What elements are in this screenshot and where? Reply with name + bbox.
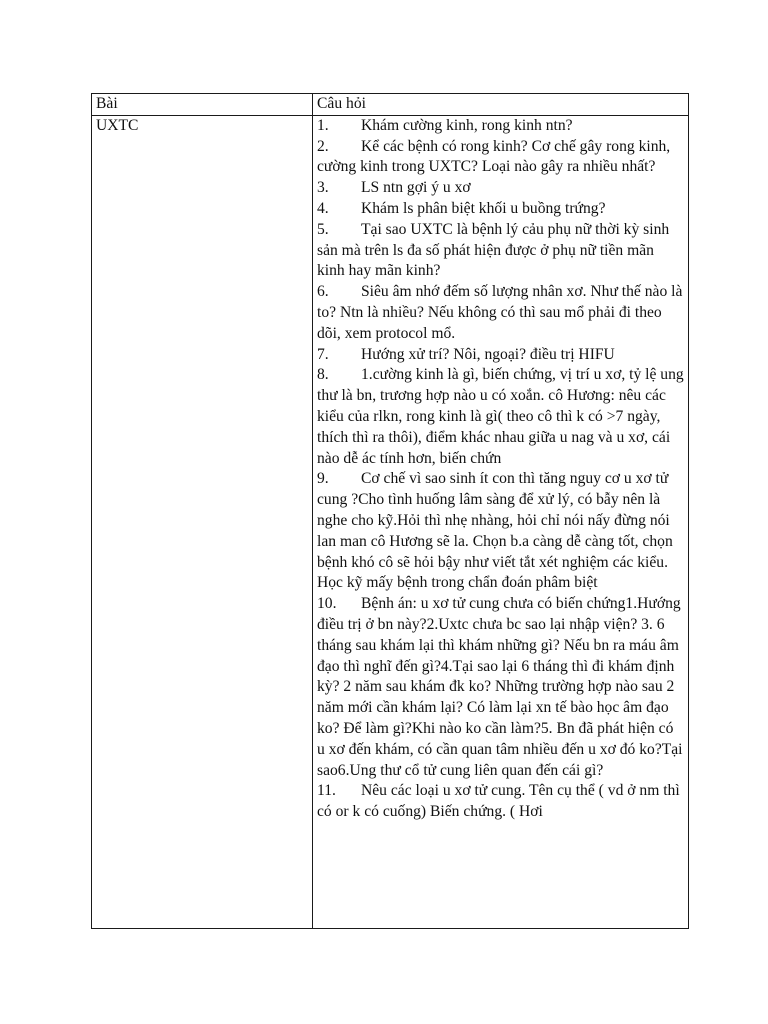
- question-number: 10.: [317, 595, 337, 613]
- question-text: Khám cường kinh, rong kinh ntn?: [361, 116, 573, 134]
- table-row: [92, 115, 689, 928]
- question-text: Hướng xử trí? Nôi, ngoại? điều trị HIFU: [361, 345, 615, 363]
- question-number: 2.: [317, 137, 329, 155]
- questions-cell: [313, 115, 689, 928]
- question-text: 1.cường kinh là gì, biến chứng, vị trí u xơ, tỷ lệ ung thư là bn, trương hợp nào u có xoắn. cô Hương: nêu các kiểu của rlkn, rong kinh là gì( theo cô thì k có >7 ngày, thích thì ra thôi), điểm khác nhau giữa u nag và u xơ, cái nào dễ ác tính hơn, biến chứn: [317, 366, 684, 467]
- question-item: [317, 345, 684, 366]
- question-item: [317, 220, 684, 282]
- question-text: Tại sao UXTC là bệnh lý cảu phụ nữ thời kỳ sinh sản mà trên ls đa số phát hiện được ở phụ nữ tiền mãn kinh hay mãn kinh?: [317, 220, 670, 280]
- table-header-row: [92, 94, 689, 116]
- header-cau-hoi: Câu hỏi: [313, 94, 689, 116]
- question-number: 9.: [317, 470, 329, 488]
- question-number: 5.: [317, 220, 329, 238]
- question-number: 11.: [317, 782, 336, 800]
- question-item: [317, 282, 684, 344]
- question-text: Khám ls phân biệt khối u buồng trứng?: [361, 199, 606, 217]
- question-text: Bệnh án: u xơ tử cung chưa có biến chứng1.Hướng điều trị ở bn này?2.Uxtc chưa bc sao lại nhập viện? 3. 6 tháng sau khám lại thì khám những gì? Nếu bn ra máu âm đạo thì nghĩ đến gì?4.Tại sao lại 6 tháng thì đi khám định kỳ? 2 năm sau khám đk ko? Những trường hợp nào sau 2 năm mới cần khám lại? Có làm lại xn tế bào học âm đạo ko? Để làm gì?Khi nào ko cần làm?5. Bn đã phát hiện có u xơ đến khám, có cần quan tâm nhiều đến u xơ đó ko?Tại sao6.Ung thư cổ tử cung liên quan đến cái gì?: [317, 595, 683, 779]
- question-item: [317, 199, 684, 220]
- question-number: 4.: [317, 199, 329, 217]
- question-item: [317, 469, 684, 594]
- question-number: 1.: [317, 116, 329, 134]
- question-text: Kể các bệnh có rong kinh? Cơ chế gây rong kinh, cường kinh trong UXTC? Loại nào gây ra nhiều nhất?: [317, 137, 671, 176]
- header-bai: Bài: [92, 94, 313, 116]
- question-item: [317, 594, 684, 781]
- question-number: 8.: [317, 366, 329, 384]
- question-item: [317, 365, 684, 469]
- question-table: [91, 93, 689, 929]
- question-item: [317, 781, 684, 823]
- question-list: [317, 116, 684, 823]
- question-number: 3.: [317, 179, 329, 197]
- question-number: 6.: [317, 283, 329, 301]
- question-item: [317, 137, 684, 179]
- topic-cell: UXTC: [92, 115, 313, 928]
- question-item: [317, 178, 684, 199]
- question-number: 7.: [317, 345, 329, 363]
- question-text: LS ntn gợi ý u xơ: [361, 179, 471, 197]
- question-item: [317, 116, 684, 137]
- question-text: Siêu âm nhớ đếm số lượng nhân xơ. Như thế nào là to? Ntn là nhiều? Nếu không có thì sau mổ phải đi theo dõi, xem protocol mổ.: [317, 283, 683, 342]
- question-text: Cơ chế vì sao sinh ít con thì tăng nguy cơ u xơ tử cung ?Cho tình huống lâm sàng để xử lý, có bẫy nên là nghe cho kỹ.Hỏi thì nhẹ nhàng, hỏi chỉ nói nấy đừng nói lan man cô Hương sẽ la. Chọn b.a càng dễ càng tốt, chọn bệnh khó cô sẽ hỏi bậy như viết tắt xét nghiệm các kiểu. Học kỹ mấy bệnh trong chẩn đoán phâm biệt: [317, 470, 673, 592]
- question-text: Nêu các loại u xơ tử cung. Tên cụ thể ( vd ở nm thì có or k có cuống) Biến chứng. ( Hơi: [317, 782, 680, 821]
